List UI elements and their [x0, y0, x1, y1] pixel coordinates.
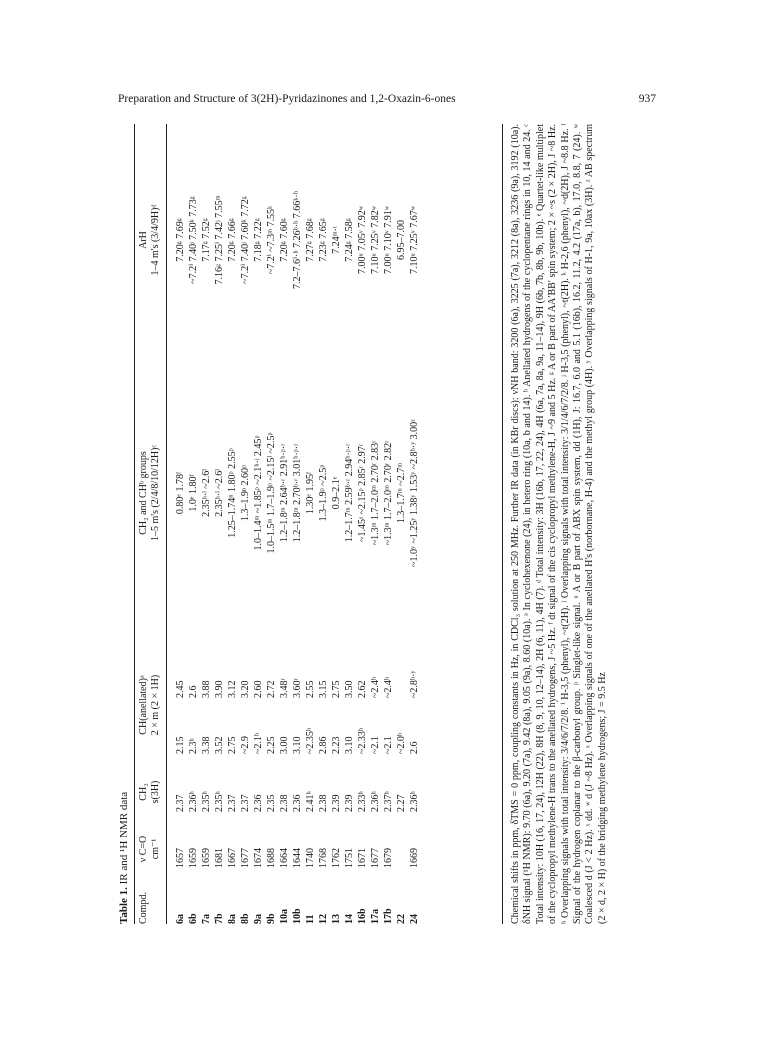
cell-compd: 16b: [357, 908, 368, 924]
header-arh-sub: 1–4 m's (3/4/9H)ᵈ: [150, 204, 161, 276]
header-ch3-top: CH₃: [138, 783, 149, 801]
cell-compd: 11: [305, 914, 316, 924]
cell-ch2: 1.2–1.7ᵐ 2.59ᵇ·ʳ 2.94ᵇ·ᵖ·ʳ: [344, 443, 355, 543]
cell-ch2: 1.2–1.8ᵐ 2.70ᵇ·ʳ 3.01ᵇ·ᵖ·ʳ: [292, 443, 303, 543]
cell-chb: ~2.8ʰ·ʸ: [409, 670, 420, 698]
cell-ch3: 2.35ʰ: [214, 791, 225, 812]
cell-compd: 6b: [188, 913, 199, 924]
cell-compd: 24: [409, 914, 420, 924]
cell-nu: 1740: [305, 848, 316, 868]
table-row: [330, 124, 343, 924]
cell-arh: ~7.2ⁱ ~7.3ᵐ 7.55ᵏ: [266, 205, 277, 275]
cell-arh: 6.95–7.00: [396, 220, 407, 260]
cell-ch3: 2.33ʰ: [357, 791, 368, 812]
cell-nu: 1677: [240, 848, 251, 868]
cell-ch3: 2.38: [318, 794, 329, 812]
cell-cha: 3.00: [279, 736, 290, 754]
table-row: [395, 124, 408, 924]
cell-compd: 17b: [383, 908, 394, 924]
cell-ch3: 2.41ʰ: [305, 791, 316, 812]
cell-ch3: 2.37ʰ: [383, 791, 394, 812]
cell-cha: ~2.9: [240, 736, 251, 754]
cell-cha: 2.23: [331, 736, 342, 754]
cell-chb: 3.90: [214, 680, 225, 698]
cell-chb: ~2.4ʰ: [383, 676, 394, 698]
cell-nu: 1762: [331, 848, 342, 868]
cell-compd: 17a: [370, 909, 381, 924]
cell-chb: 2.60: [253, 680, 264, 698]
cell-arh: 7.2–7.6ⁱ·ʰ 7.26ᵇ·ʰ 7.66ᵏ·ʰ: [292, 191, 303, 289]
cell-arh: 7.20ᵍ 7.69ᵍ: [175, 218, 186, 262]
cell-cha: 2.15: [175, 736, 186, 754]
header-arh-top: ArH: [138, 231, 149, 249]
cell-chb: 3.50: [344, 680, 355, 698]
cell-arh: 7.00ᵘ 7.05ᵛ 7.92ʷ: [357, 206, 368, 274]
page-number: 937: [638, 93, 656, 105]
cell-chb: 3.60ʳ: [292, 678, 303, 698]
cell-ch2: 1.2–1.8ᵐ 2.64ᵇ·ʳ 2.91ᵇ·ᵖ·ʳ: [279, 443, 290, 543]
cell-compd: 9a: [253, 914, 264, 924]
cell-ch3: 2.37: [227, 794, 238, 812]
cell-ch3: 2.35: [266, 794, 277, 812]
table-row: [382, 124, 395, 924]
table-row: [187, 124, 200, 924]
table-caption: IR and ¹H NMR data: [118, 791, 130, 885]
cell-cha: ~2.33ʰ: [357, 727, 368, 754]
table-row: [369, 124, 382, 924]
cell-compd: 22: [396, 914, 407, 924]
cell-cha: ~2.1: [383, 736, 394, 754]
cell-ch2: 1.0–1.4ᵐ ~1.85ᵖ ~2.1ʰ·ʲ 2.45ᵖ: [253, 435, 264, 551]
cell-compd: 7b: [214, 913, 225, 924]
cell-nu: 1688: [266, 848, 277, 868]
table-row: [408, 124, 421, 924]
cell-nu: 1768: [318, 848, 329, 868]
table-bottom-rule: [502, 124, 503, 924]
cell-chb: ~2.4ʰ: [370, 676, 381, 698]
running-header: [118, 93, 656, 109]
cell-nu: 1677: [370, 848, 381, 868]
table-row: [226, 124, 239, 924]
cell-cha: 2.86: [318, 736, 329, 754]
table-row: [304, 124, 317, 924]
cell-compd: 12: [318, 914, 329, 924]
cell-compd: 6a: [175, 914, 186, 924]
table-row: [356, 124, 369, 924]
table-title: [118, 792, 130, 924]
cell-ch2: 1.25–1.74ⁿ 1.80ᵖ 2.55ᵖ: [227, 448, 238, 538]
header-nu: [138, 824, 162, 874]
cell-chb: 2.62: [357, 680, 368, 698]
table-row: [252, 124, 265, 924]
cell-ch2: ~1.3ᵐ 1.7–2.0ᵐ 2.70ʳ 2.82ʳ: [383, 440, 394, 546]
table-row: [200, 124, 213, 924]
cell-chb: 3.88: [201, 680, 212, 698]
header-nu-unit: cm⁻¹: [150, 838, 161, 860]
header-ch2-top: CH₂ and CHᵇ groups: [138, 451, 149, 535]
cell-ch2: 1.3–1.7ᵐ ~2.7ᵐ: [396, 462, 407, 524]
cell-compd: 8b: [240, 913, 251, 924]
header-arh: [138, 148, 162, 332]
cell-cha: 3.38: [201, 736, 212, 754]
cell-compd: 9b: [266, 913, 277, 924]
cell-chb: 2.45: [175, 680, 186, 698]
header-nu-top: ν C=O: [138, 835, 149, 863]
cell-ch3: 2.37: [240, 794, 251, 812]
cell-arh: 7.10ᵘ 7.25ᵛ 7.82ʷ: [370, 206, 381, 274]
cell-ch2: 0.80ᵉ 1.78ᶠ: [175, 471, 186, 515]
cell-ch2: 1.30ᵉ 1.95ᶠ: [305, 471, 316, 515]
cell-ch3: 2.36ʰ: [370, 791, 381, 812]
cell-arh: 7.24ᵍ 7.58ᵍ: [344, 218, 355, 262]
table-footnotes: Chemical shifts in ppm, δTMS = 0 ppm, coupling constants in Hz, in CDCl₃ solution at 250 MHz. Further IR data (in KBr discs): νNH band: 3200 (6a), 3225 (7a), 3212 (8a), 3236 (9a), 3192 (10a). δNH signal (¹H NMR): 9.70 (6a), 9.20 (7a), 9.42 (8a), 9.05 (9a), 8.60 (10a). ᵃ In cyclohexenone (24), in hetero ring (10a, b and 14). ᵇ Anellated hydrogens of the cyclopentane rings in 10, 14 and 24. ᶜ Total intensity: 10H (16, 17, 24), 12H (22), 8H (8, 9, 10, 12–14), 2H (6, 11), 4H (7). ᵈ Total intensity: 3H (16b, 17, 22, 24), 4H (6a, 7a, 8a, 9a, 11–14), 9H (6b, 7b, 8b, 9b, 10b). ᵉ Quartet-like multiplet of the cyclopropyl methylene-H trans to the anellated hydrogens, J ~5 Hz. ᶠ dt signal of the cis cyclopropyl methylene-H, J ~9 and 5 Hz. ᵍ A or B part of AA′BB′ spin system; 2 × ~s (2 × 2H), J ~8 Hz. ʰ Overlapping signals with total intensity: 3/4/6/7/2/8. ⁱ H-3,5 (phenyl), ~t(2H). ʲ Overlapping signals with total intensity: 3/1/4/6/7/2/8. ʲ H-3,5 (phenyl), ~t(2H). ᵏ H-2,6 (phenyl), ~d(2H), J ~8.8 Hz. ˡ Signal of the hydrogen coplanar to the β-carbonyl group. ᵖ Singlet-like signal. ᵘ A or B part of ABX spin system, dd (1H), J: 16.7, 6.0 and 5.1 (16b), 16.2, 11.2, 4.2 (17a, b), 17.0, 8.8, 7 (24). ʷ Coalesced d (J < 2 Hz). ˣ dd. ʷ d (J ~8 Hz). ˣ Overlapping signals of one of the anellated H's (norbornane, H-4) and the methyl group (4H). ʸ Overlapping signals of H-1, 9a, 10ax (3H). ᶻ AB spectrum (2 × d, 2 × H) of the bridging methylene hydrogens; J = 9.5 Hz: [510, 124, 608, 924]
cell-cha: 2.3ʰ: [188, 738, 199, 754]
header-ch3: [138, 764, 162, 820]
table-row: [265, 124, 278, 924]
cell-cha: 3.10: [292, 736, 303, 754]
cell-ch3: 2.36: [253, 794, 264, 812]
table-row: [291, 124, 304, 924]
cell-chb: 2.6: [188, 685, 199, 698]
cell-cha: ~2.35ʰ: [305, 727, 316, 754]
cell-nu: 1664: [279, 848, 290, 868]
cell-compd: 13: [331, 914, 342, 924]
cell-nu: 1667: [227, 848, 238, 868]
cell-ch2: 0.9–2.1ᵉ: [331, 476, 342, 510]
cell-nu: 1644: [292, 848, 303, 868]
cell-chb: 2.55: [305, 680, 316, 698]
cell-chb: 3.15: [318, 680, 329, 698]
table-label: Table 1.: [118, 887, 130, 924]
cell-cha: ~2.1: [370, 736, 381, 754]
cell-arh: 7.24ᵐ·ᵗ: [331, 226, 342, 254]
cell-arh: 7.23ᵍ 7.65ᵍ: [318, 218, 329, 262]
cell-arh: ~7.2ⁱ 7.40ʲ 7.60ᵏ 7.72ᵍ: [240, 196, 251, 284]
cell-cha: 3.10: [344, 736, 355, 754]
table-row: [278, 124, 291, 924]
cell-cha: 2.6: [409, 741, 420, 754]
cell-nu: 1669: [409, 848, 420, 868]
cell-ch3: 2.38: [279, 794, 290, 812]
rotated-table-block: [118, 124, 658, 924]
cell-ch2: 1.3–1.9ᵖ ~2.5ᵖ: [318, 464, 329, 522]
cell-arh: ~7.2ⁱ 7.40ʲ 7.50ᵏ 7.73ᵍ: [188, 196, 199, 284]
table-row: [343, 124, 356, 924]
cell-ch2: ~1.0ʸ ~1.25ʸ 1.38ʸ 1.53ʸ ~2.8ʰ·ʸ 3.00ᶻ: [409, 419, 420, 567]
cell-chb: 2.72: [266, 680, 277, 698]
header-ch2-sub: 1–5 m's (2/4/8/10/12H)ᶜ: [150, 444, 161, 542]
table-row: [213, 124, 226, 924]
cell-chb: 3.48ʳ: [279, 678, 290, 698]
cell-ch2: 2.35ʰ·ˡ ~2.6ˡ: [214, 469, 225, 517]
cell-ch3: 2.37: [175, 794, 186, 812]
cell-arh: 7.10ᵘ 7.25ᵛ 7.67ʷ: [409, 206, 420, 274]
header-ch3-sub: s(3H): [150, 780, 161, 804]
cell-compd: 10a: [279, 909, 290, 924]
cell-compd: 8a: [227, 914, 238, 924]
cell-ch3: 2.39: [344, 794, 355, 812]
cell-ch3: 2.35ʰ: [201, 791, 212, 812]
table-row: [239, 124, 252, 924]
running-title: Preparation and Structure of 3(2H)-Pyridazinones and 1,2-Oxazin-6-ones: [118, 93, 456, 105]
cell-arh: 7.27ᵍ 7.68ᵍ: [305, 218, 316, 262]
cell-nu: 1681: [214, 848, 225, 868]
cell-arh: 7.16ᵍ 7.25ⁱ 7.42ʲ 7.55ᵐ: [214, 195, 225, 285]
table-top-rule: [134, 124, 135, 924]
table-row: [317, 124, 330, 924]
header-cha-top: CH(anellated)ᵃ: [138, 675, 149, 735]
cell-compd: 10b: [292, 908, 303, 924]
cell-nu: 1679: [383, 848, 394, 868]
header-compd: Compd.: [138, 892, 149, 924]
cell-ch2: 2.35ʰ·ˡ ~2.6ˡ: [201, 469, 212, 517]
table-row: [174, 124, 187, 924]
cell-arh: 7.20ᵍ 7.66ᵍ: [227, 218, 238, 262]
cell-cha: 3.52: [214, 736, 225, 754]
cell-arh: 7.17ᵍ 7.52ᵍ: [201, 218, 212, 262]
cell-compd: 7a: [201, 914, 212, 924]
table-header-rule: [166, 124, 167, 924]
cell-arh: 7.20ᵍ 7.60ᵍ: [279, 218, 290, 262]
cell-nu: 1659: [201, 848, 212, 868]
cell-cha: 2.25: [266, 736, 277, 754]
header-ch-anellated: [138, 650, 162, 760]
cell-ch2: 1.0ᵉ 1.80ᶠ: [188, 474, 199, 512]
cell-ch3: 2.36: [292, 794, 303, 812]
cell-arh: 7.18ᵍ 7.22ᵍ: [253, 218, 264, 262]
cell-ch3: 2.27: [396, 794, 407, 812]
header-ch2: [138, 358, 162, 628]
cell-nu: 1671: [357, 848, 368, 868]
cell-chb: 3.12: [227, 680, 238, 698]
cell-compd: 14: [344, 914, 355, 924]
cell-arh: 7.00ᵘ 7.10ᵛ 7.91ʷ: [383, 206, 394, 274]
header-cha-sub: 2 × m (2 × 1H): [150, 674, 161, 736]
cell-nu: 1674: [253, 848, 264, 868]
cell-chb: 3.20: [240, 680, 251, 698]
cell-chb: 2.75: [331, 680, 342, 698]
cell-ch3: 2.36ʰ: [409, 791, 420, 812]
cell-cha: ~2.0ʰ: [396, 732, 407, 754]
cell-ch3: 2.36ʰ: [188, 791, 199, 812]
cell-nu: 1751: [344, 848, 355, 868]
cell-ch2: 1.0–1.5ᵐ 1.7–1.9ᵖ ~2.15ˡ ~2.5ᵖ: [266, 432, 277, 554]
cell-ch3: 2.39: [331, 794, 342, 812]
cell-ch2: ~1.45ˢ ~2.15ᵖ 2.85ʳ 2.97ʳ: [357, 444, 368, 542]
cell-nu: 1657: [175, 848, 186, 868]
cell-cha: ~2.1ʰ: [253, 732, 264, 754]
cell-ch2: 1.3–1.9ⁿ 2.60ᵖ: [240, 464, 251, 522]
cell-ch2: ~1.3ᵐ 1.7–2.0ᵐ 2.70ʳ 2.83ʳ: [370, 440, 381, 546]
cell-cha: 2.75: [227, 736, 238, 754]
cell-nu: 1659: [188, 848, 199, 868]
